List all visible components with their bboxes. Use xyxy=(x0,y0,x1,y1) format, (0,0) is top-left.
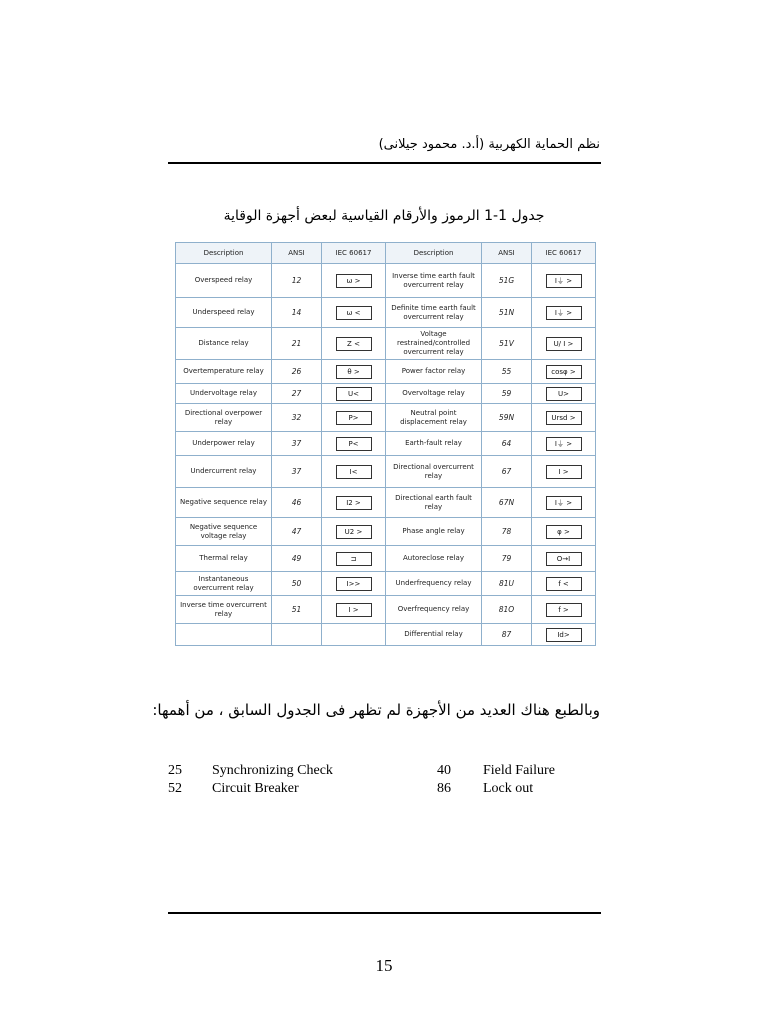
ansi-code: 79 xyxy=(501,553,512,563)
device-number: 40 xyxy=(437,763,451,778)
ansi-code-cell xyxy=(482,518,532,546)
iec-symbol-cell xyxy=(532,360,596,384)
ansi-code: 12 xyxy=(291,275,302,285)
table-row xyxy=(176,360,596,384)
iec-symbol: I⏚ > xyxy=(546,496,582,510)
relay-description-cell xyxy=(386,432,482,456)
ansi-code-cell xyxy=(272,596,322,624)
ansi-code-cell xyxy=(272,404,322,432)
iec-symbol-cell xyxy=(322,546,386,572)
relay-description-cell xyxy=(176,624,272,646)
relay-description-cell xyxy=(386,546,482,572)
ansi-code-cell xyxy=(272,624,322,646)
column-header: ANSI xyxy=(272,243,322,264)
relay-description-cell xyxy=(176,546,272,572)
iec-symbol: θ > xyxy=(336,365,372,379)
relay-description: Distance relay xyxy=(198,339,249,347)
iec-symbol: I< xyxy=(336,465,372,479)
relay-description: Thermal relay xyxy=(199,554,248,562)
relay-description-cell xyxy=(386,298,482,328)
iec-symbol-cell xyxy=(532,624,596,646)
ansi-code: 59 xyxy=(501,388,512,398)
iec-symbol: U2 > xyxy=(336,525,372,539)
ansi-code-cell xyxy=(482,404,532,432)
table-row xyxy=(176,456,596,488)
relay-description: Power factor relay xyxy=(401,367,466,375)
ansi-code-cell xyxy=(482,432,532,456)
book-title: نظم الحماية الكهربية (أ.د. محمود جيلانى) xyxy=(378,137,600,152)
column-header: ANSI xyxy=(482,243,532,264)
relay-description-cell xyxy=(176,596,272,624)
ansi-code: 49 xyxy=(291,553,302,563)
relay-description-cell xyxy=(386,384,482,404)
iec-symbol-cell xyxy=(532,546,596,572)
relay-description: Directional earth fault relay xyxy=(395,493,472,511)
iec-symbol-cell xyxy=(532,432,596,456)
iec-symbol: P< xyxy=(336,437,372,451)
iec-symbol-cell xyxy=(532,518,596,546)
relay-description: Instantaneous overcurrent relay xyxy=(193,574,254,592)
iec-symbol-cell xyxy=(532,488,596,518)
iec-symbol-cell xyxy=(532,384,596,404)
ansi-code-cell xyxy=(272,546,322,572)
ansi-code-cell xyxy=(482,328,532,360)
ansi-code-cell xyxy=(482,360,532,384)
relay-description: Overfrequency relay xyxy=(397,605,470,613)
iec-symbol-cell xyxy=(322,298,386,328)
relay-description-cell xyxy=(386,360,482,384)
iec-symbol: ⊐ xyxy=(336,552,372,566)
ansi-code: 51G xyxy=(498,275,515,285)
device-number: 52 xyxy=(168,781,182,796)
ansi-code: 87 xyxy=(501,629,512,639)
iec-symbol: Ursd > xyxy=(546,411,582,425)
relay-description: Overtemperature relay xyxy=(183,367,264,375)
ansi-code: 27 xyxy=(291,388,302,398)
relay-description-cell xyxy=(176,328,272,360)
table-row xyxy=(176,624,596,646)
ansi-code: 51V xyxy=(499,338,514,348)
relay-description-cell xyxy=(386,572,482,596)
ansi-code: 14 xyxy=(291,307,302,317)
ansi-code: 81U xyxy=(498,578,515,588)
ansi-code-cell xyxy=(272,572,322,596)
ansi-code: 55 xyxy=(501,366,512,376)
iec-symbol-cell xyxy=(322,360,386,384)
relay-description-cell xyxy=(176,456,272,488)
ansi-code: 26 xyxy=(291,366,302,376)
iec-symbol-cell xyxy=(322,328,386,360)
column-header: Description xyxy=(176,243,272,264)
iec-symbol: φ > xyxy=(546,525,582,539)
iec-symbol: I⏚ > xyxy=(546,306,582,320)
relay-description-cell xyxy=(176,404,272,432)
relay-description-cell xyxy=(386,328,482,360)
iec-symbol-cell xyxy=(322,264,386,298)
ansi-code: 47 xyxy=(291,526,302,536)
column-header: Description xyxy=(386,243,482,264)
table-row xyxy=(176,596,596,624)
iec-symbol: f < xyxy=(546,577,582,591)
iec-symbol-cell xyxy=(532,264,596,298)
ansi-code: 67N xyxy=(498,497,515,507)
relay-description: Underspeed relay xyxy=(192,308,255,316)
ansi-code-cell xyxy=(482,298,532,328)
ansi-code-cell xyxy=(482,624,532,646)
ansi-code-cell xyxy=(482,456,532,488)
iec-symbol-cell xyxy=(532,596,596,624)
relay-description-cell xyxy=(386,596,482,624)
ansi-code-cell xyxy=(272,488,322,518)
iec-symbol: I2 > xyxy=(336,496,372,510)
relay-description-cell xyxy=(176,264,272,298)
iec-symbol-cell xyxy=(322,432,386,456)
iec-symbol: P> xyxy=(336,411,372,425)
table-row xyxy=(176,298,596,328)
table-row xyxy=(176,432,596,456)
ansi-code-cell xyxy=(482,546,532,572)
relay-description: Phase angle relay xyxy=(402,527,465,535)
device-name: Circuit Breaker xyxy=(212,781,299,796)
ansi-code-cell xyxy=(482,596,532,624)
relay-description: Voltage restrained/controlled overcurrent relay xyxy=(396,330,471,356)
ansi-code: 67 xyxy=(501,466,512,476)
table-row xyxy=(176,404,596,432)
page-number: 15 xyxy=(375,956,393,975)
iec-symbol-cell xyxy=(532,456,596,488)
iec-symbol: f > xyxy=(546,603,582,617)
iec-symbol: I⏚ > xyxy=(546,274,582,288)
relay-description: Negative sequence voltage relay xyxy=(189,522,258,540)
relay-description: Underpower relay xyxy=(192,439,255,447)
relay-description: Inverse time overcurrent relay xyxy=(180,600,267,618)
column-header: IEC 60617 xyxy=(532,243,596,264)
header-rule xyxy=(168,162,601,164)
ansi-code: 78 xyxy=(501,526,512,536)
iec-symbol-cell xyxy=(532,328,596,360)
table-row xyxy=(176,518,596,546)
ansi-code-cell xyxy=(272,328,322,360)
iec-symbol-cell xyxy=(322,488,386,518)
relay-description-cell xyxy=(176,518,272,546)
iec-symbol-cell xyxy=(322,404,386,432)
relay-description: Earth-fault relay xyxy=(405,439,462,447)
relay-symbols-table xyxy=(175,242,596,646)
relay-description-cell xyxy=(176,384,272,404)
iec-symbol-cell xyxy=(322,456,386,488)
iec-symbol-cell xyxy=(322,596,386,624)
ansi-code-cell xyxy=(482,384,532,404)
ansi-code-cell xyxy=(482,488,532,518)
relay-description: Autoreclose relay xyxy=(403,554,464,562)
ansi-code-cell xyxy=(482,572,532,596)
iec-symbol-cell xyxy=(532,404,596,432)
relay-description-cell xyxy=(386,264,482,298)
table-row xyxy=(176,384,596,404)
iec-symbol: U< xyxy=(336,387,372,401)
iec-symbol: I>> xyxy=(336,577,372,591)
device-name: Synchronizing Check xyxy=(212,763,333,778)
ansi-code: 46 xyxy=(291,497,302,507)
table-row xyxy=(176,546,596,572)
relay-description-cell xyxy=(386,518,482,546)
iec-symbol: cosφ > xyxy=(546,365,582,379)
ansi-code: 59N xyxy=(498,412,515,422)
ansi-code: 50 xyxy=(291,578,302,588)
iec-symbol: Id> xyxy=(546,628,582,642)
ansi-code-cell xyxy=(272,518,322,546)
iec-symbol: ω < xyxy=(336,306,372,320)
relay-description: Definite time earth fault overcurrent relay xyxy=(391,303,476,321)
ansi-code-cell xyxy=(272,264,322,298)
device-number: 86 xyxy=(437,781,451,796)
relay-description: Negative sequence relay xyxy=(179,498,267,506)
ansi-code: 81O xyxy=(498,604,515,614)
table-caption: جدول 1-1 الرموز والأرقام القياسية لبعض أجهزة الوقاية xyxy=(223,208,545,224)
footer-rule xyxy=(168,912,601,914)
relay-description-cell xyxy=(176,298,272,328)
ansi-code-cell xyxy=(272,360,322,384)
device-number: 25 xyxy=(168,763,182,778)
relay-description-cell xyxy=(386,456,482,488)
iec-symbol: U/ I > xyxy=(546,337,582,351)
iec-symbol-cell xyxy=(322,518,386,546)
intro-text: وبالطبع هناك العديد من الأجهزة لم تظهر فى الجدول السابق ، من أهمها: xyxy=(152,701,600,719)
table-row xyxy=(176,264,596,298)
column-header: IEC 60617 xyxy=(322,243,386,264)
table-row xyxy=(176,328,596,360)
ansi-code-cell xyxy=(482,264,532,298)
relay-description: Undervoltage relay xyxy=(190,389,257,397)
ansi-code: 51 xyxy=(291,604,302,614)
relay-description: Differential relay xyxy=(404,630,463,638)
relay-description: Overvoltage relay xyxy=(402,389,465,397)
iec-symbol: ω > xyxy=(336,274,372,288)
ansi-code-cell xyxy=(272,384,322,404)
relay-description: Inverse time earth fault overcurrent relay xyxy=(392,271,475,289)
iec-symbol-cell xyxy=(322,624,386,646)
ansi-code: 51N xyxy=(498,307,515,317)
relay-description-cell xyxy=(176,572,272,596)
relay-description: Overspeed relay xyxy=(194,276,253,284)
iec-symbol: O→I xyxy=(546,552,582,566)
relay-description: Underfrequency relay xyxy=(395,579,472,587)
iec-symbol-cell xyxy=(322,572,386,596)
iec-symbol-cell xyxy=(322,384,386,404)
relay-description-cell xyxy=(176,488,272,518)
iec-symbol: I > xyxy=(336,603,372,617)
relay-description-cell xyxy=(386,404,482,432)
ansi-code-cell xyxy=(272,432,322,456)
iec-symbol-cell xyxy=(532,572,596,596)
relay-description-cell xyxy=(176,432,272,456)
relay-description: Neutral point displacement relay xyxy=(400,408,467,426)
device-name: Field Failure xyxy=(483,763,555,778)
device-name: Lock out xyxy=(483,781,534,796)
table-row xyxy=(176,572,596,596)
table-header-row xyxy=(176,243,596,264)
ansi-code-cell xyxy=(272,298,322,328)
relay-description-cell xyxy=(176,360,272,384)
relay-description-cell xyxy=(386,488,482,518)
relay-description-cell xyxy=(386,624,482,646)
relay-description: Directional overcurrent relay xyxy=(393,462,474,480)
relay-description: Directional overpower relay xyxy=(184,408,263,426)
table-row xyxy=(176,488,596,518)
ansi-code: 21 xyxy=(291,338,302,348)
iec-symbol: I⏚ > xyxy=(546,437,582,451)
ansi-code: 32 xyxy=(291,412,302,422)
ansi-code: 64 xyxy=(501,438,512,448)
ansi-code: 37 xyxy=(291,466,302,476)
relay-description: Undercurrent relay xyxy=(190,467,257,475)
ansi-code-cell xyxy=(272,456,322,488)
iec-symbol: I > xyxy=(546,465,582,479)
iec-symbol: U> xyxy=(546,387,582,401)
iec-symbol: Z < xyxy=(336,337,372,351)
iec-symbol-cell xyxy=(532,298,596,328)
ansi-code: 37 xyxy=(291,438,302,448)
table-body xyxy=(176,264,596,646)
